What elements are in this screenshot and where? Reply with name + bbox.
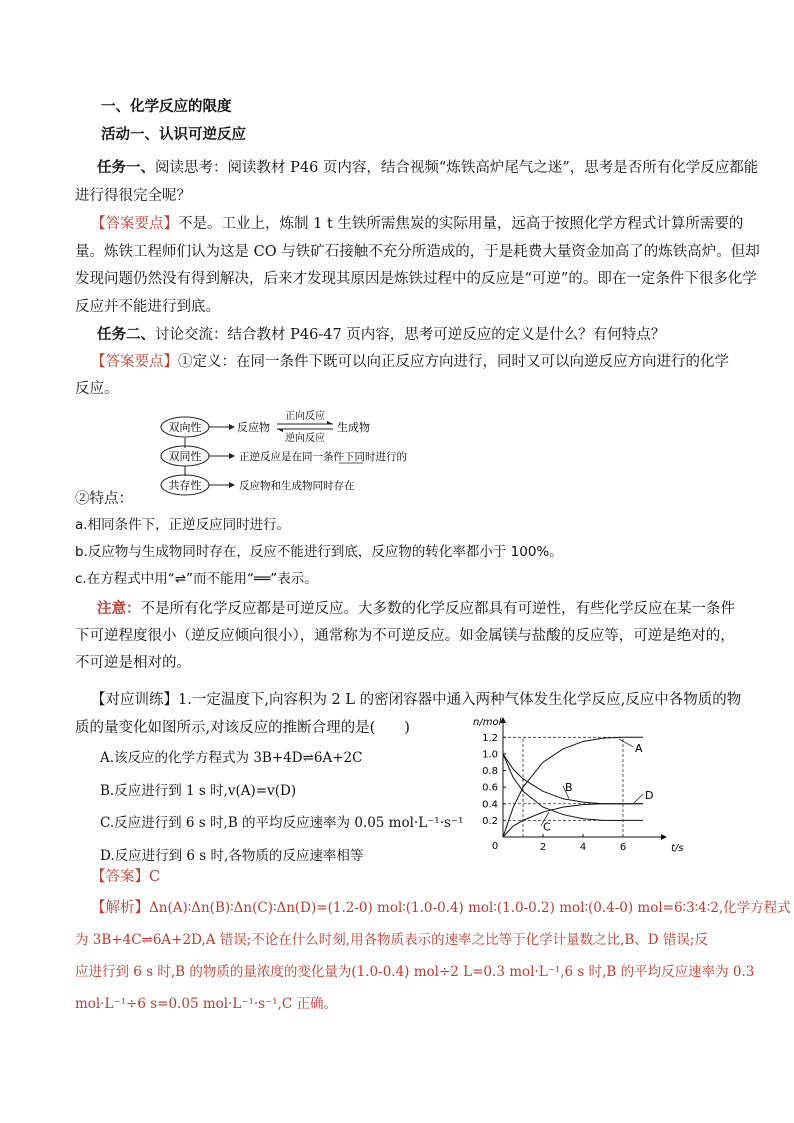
diagram-text-2: 正逆反应是在同一条件下同时进行的 [239,451,407,463]
diagram-reverse: 逆向反应 [285,433,325,444]
feature-a: a.相同条件下，正逆反应同时进行。 [75,517,291,533]
note-line1 [97,598,735,620]
amount-time-chart [455,715,684,860]
diagram-arrowhead-1 [229,424,235,430]
answer2-line2: 反应。 [75,381,119,397]
exercise-line2: 质的量变化如图所示,对该反应的推断合理的是( ) [75,720,410,736]
task2-text1: 讨论交流：结合教材 P46-47 页内容，思考可逆反应的定义是什么？有何特点？ [155,327,666,343]
diagram-node-3: 共存性 [168,479,202,492]
series-c-line [503,754,643,820]
y-tick-label: 1.2 [482,732,498,744]
task1-label: 任务一、 [97,159,155,176]
feature-b: b.反应物与生成物同时存在，反应不能进行到底，反应物的转化率都小于 100%。 [75,544,563,560]
analysis-line2: 为 3B+4C⇌6A+2D,A 错误;不论在什么时刻,用各物质表示的速率之比等于化学计量数之比,B、D 错误;反 [75,932,708,948]
task2-label: 任务二、 [97,326,155,343]
note-label: 注意： [97,600,141,617]
series-a-line [503,737,643,837]
analysis-line4: mol·L⁻¹÷6 s=0.05 mol·L⁻¹·s⁻¹,C 正确。 [75,996,338,1012]
origin-label: 0 [491,841,499,852]
x-tick-label: 2 [539,842,547,853]
exercise-line1 [91,689,741,711]
diagram-forward: 正向反应 [285,411,325,422]
exercise-text1: 1.一定温度下,向容积为 2 L 的密闭容器中通入两种气体发生化学反应,反应中各物质的物 [178,692,742,708]
answer1-label: 【答案要点】 [91,216,178,232]
answer1-text1: 不是。工业上，炼制 1 t 生铁所需焦炭的实际用量，远高于按照化学方程式计算所需要的 [178,216,744,232]
feature-c: c.在方程式中用“⇌”而不能用“══”表示。 [75,571,318,587]
note-text1: 不是所有化学反应都是可逆反应。大多数的化学反应都具有可逆性，有些化学反应在某一条件 [140,601,735,617]
diagram-arrowhead-2 [229,453,235,459]
series-a-label: A [635,741,643,755]
option-a: A.该反应的化学方程式为 3B+4D⇌6A+2C [100,750,363,766]
y-tick-label: 0.2 [482,815,498,827]
option-c: C.反应进行到 6 s 时,B 的平均反应速率为 0.05 mol·L⁻¹·s⁻¹ [100,815,464,831]
diagram-product: 生成物 [337,421,370,434]
y-tick-label: 0.4 [482,799,498,811]
series-a-leader [619,739,633,747]
note-line3: 不可逆是相对的。 [75,655,191,671]
y-tick-label: 0.6 [482,782,498,794]
diagram-node-1: 双向性 [168,421,202,434]
analysis-line1 [91,897,791,919]
y-tick-label: 0.8 [482,766,498,778]
option-d: D.反应进行到 6 s 时,各物质的反应速率相等 [100,848,364,864]
answer2-text1: ①定义：在同一条件下既可以向正反应方向进行，同时又可以向逆反应方向进行的化学 [178,354,729,370]
analysis-text1: Δn(A)∶Δn(B)∶Δn(C)∶Δn(D)=(1.2-0) mol∶(1.0-0.4) mol∶(1.0-0.2) mol∶(0.4-0) mol=6∶3∶4∶2,化学方程式 [149,900,791,916]
chart-series-group [503,737,643,837]
y-axis-label: n/mol [473,717,502,728]
answer-line [91,866,160,888]
analysis-label: 【解析】 [91,900,149,916]
answer1-line4: 反应并不能进行到底。 [75,299,220,315]
diagram-node-2: 双同性 [168,450,202,463]
task1-line1 [97,157,758,179]
series-b-label: B [565,780,573,794]
answer2-line1 [91,351,729,373]
note-line2: 下可逆程度很小（逆反应倾向很小），通常称为不可逆反应。如金属镁与盐酸的反应等，可逆是绝对的， [75,628,735,644]
features-label: ②特点： [75,491,133,507]
x-tick-label: 4 [579,842,587,853]
exercise-label: 【对应训练】 [91,692,178,708]
diagram-text-3: 反应物和生成物同时存在 [239,480,355,492]
diagram-arrowhead-3 [229,482,235,488]
answer1-line2: 量。炼铁工程师们认为这是 CO 与铁矿石接触不充分所造成的，于是耗费大量资金加高了的炼铁高炉。但却 [75,244,760,260]
analysis-line3: 应进行到 6 s 时,B 的物质的量浓度的变化量为(1.0-0.4) mol÷2 L=0.3 mol·L⁻¹,6 s 时,B 的平均反应速率为 0.3 [75,964,755,980]
answer-value: C [149,869,161,885]
task2-line1 [97,324,665,346]
y-tick-label: 1.0 [482,749,498,761]
series-b-line [503,754,643,804]
section-heading: 一、化学反应的限度 [101,98,232,115]
answer1-line1 [91,213,743,235]
task1-line2: 进行得很完全呢？ [75,188,191,204]
series-d-label: D [645,789,654,803]
x-tick-label: 6 [619,842,627,853]
chart-frame [500,717,667,840]
option-b: B.反应进行到 1 s 时,v(A)=v(D) [100,783,297,799]
characteristics-diagram [155,405,475,500]
answer-label: 【答案】 [91,869,149,885]
activity-heading: 活动一、认识可逆反应 [101,126,246,143]
diagram-reactant: 反应物 [237,421,270,434]
x-axis-arrow [661,834,667,840]
series-c-label: C [543,820,551,834]
x-axis-label: t/s [671,843,684,854]
answer2-label: 【答案要点】 [91,354,178,370]
series-d-leader [633,794,643,804]
task1-text1: 阅读思考：阅读教材 P46 页内容，结合视频“炼铁高炉尾气之迷”，思考是否所有化学反应都能 [155,160,759,176]
answer1-line3: 发现问题仍然没有得到解决，后来才发现其原因是炼铁过程中的反应是“可逆”的。即在一定条件下很多化学 [75,271,757,287]
